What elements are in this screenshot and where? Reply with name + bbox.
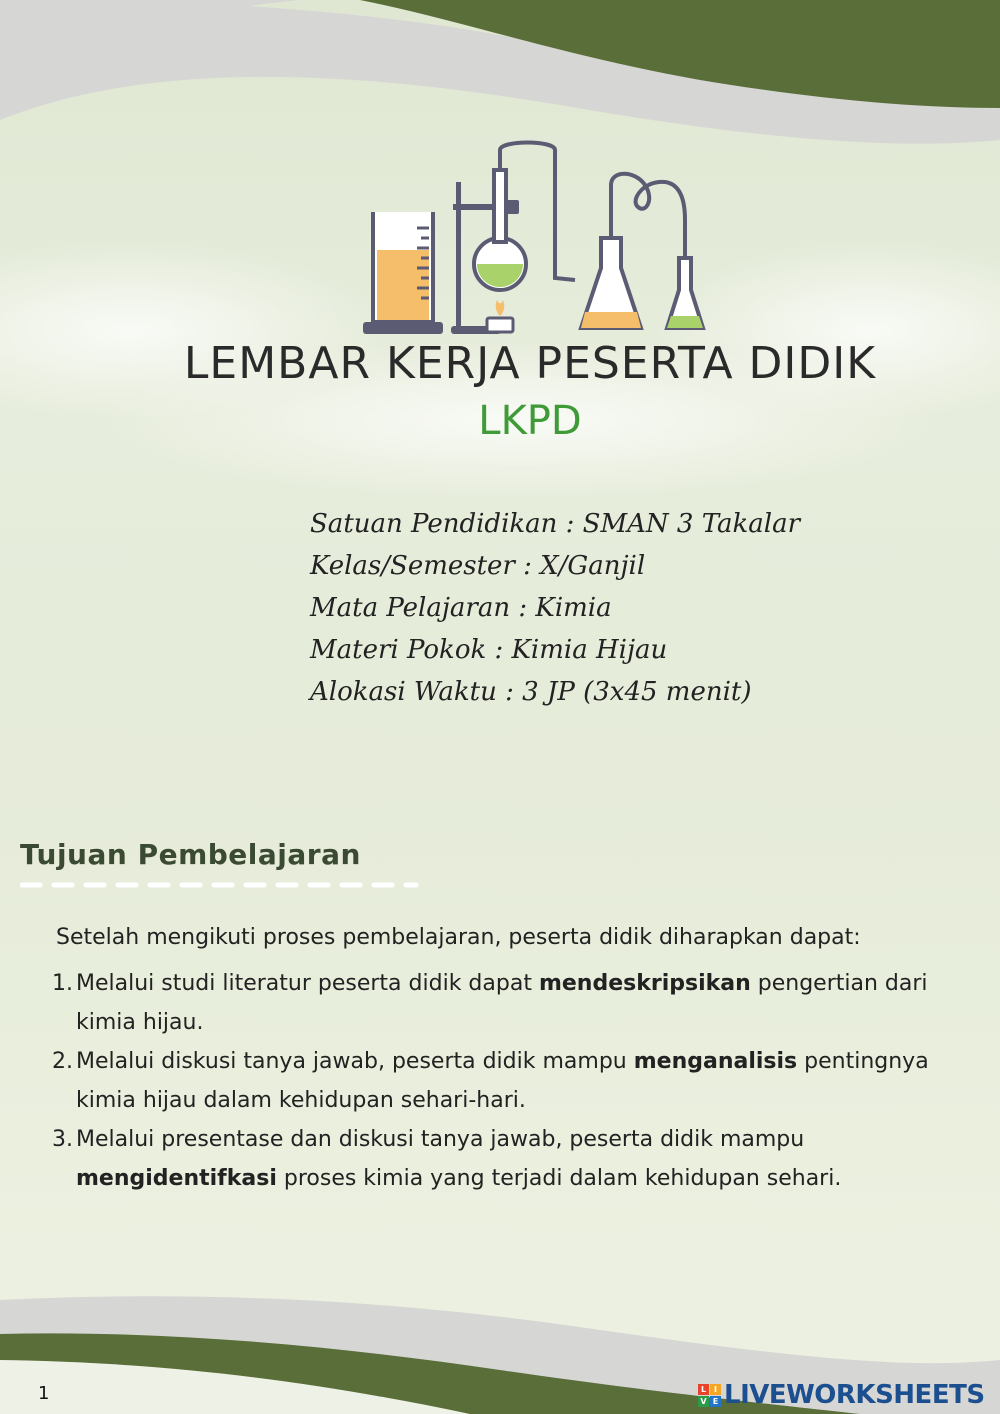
liveworksheets-logo-icon: L I V E [698, 1384, 721, 1407]
laboratory-glassware-icon [355, 140, 715, 340]
objective-number: 1. [52, 971, 73, 996]
brand-name: LIVEWORKSHEETS [724, 1380, 985, 1410]
objective-number: 2. [52, 1049, 73, 1074]
objective-text: Melalui diskusi tanya jawab, peserta didik mampu [76, 1049, 634, 1074]
info-item-class: Kelas/Semester : X/Ganjil [310, 551, 646, 581]
objective-text: Melalui presentase dan diskusi tanya jawab, peserta didik mampu [76, 1127, 805, 1152]
info-item-time: Alokasi Waktu : 3 JP (3x45 menit) [310, 677, 752, 707]
objective-item [52, 1042, 952, 1120]
objective-text: pengertian dari kimia hijau. [76, 971, 928, 1035]
info-item-topic: Materi Pokok : Kimia Hijau [310, 635, 668, 665]
objectives-intro: Setelah mengikuti proses pembelajaran, peserta didik diharapkan dapat: [56, 925, 861, 950]
objective-text: proses kimia yang terjadi dalam kehidupan sehari. [276, 1166, 842, 1191]
objective-item [52, 1120, 952, 1198]
info-item-school: Satuan Pendidikan : SMAN 3 Takalar [310, 509, 801, 539]
info-list [310, 503, 800, 713]
objective-keyword: menganalisis [633, 1049, 798, 1074]
page-number: 1 [38, 1383, 50, 1404]
section-underline [20, 880, 420, 890]
info-item-subject: Mata Pelajaran : Kimia [310, 593, 612, 623]
objective-keyword: mendeskripsikan [538, 971, 751, 996]
page-subtitle: LKPD [478, 398, 582, 444]
objective-keyword: mengidentifkasi [76, 1166, 277, 1191]
page-title: LEMBAR KERJA PESERTA DIDIK [183, 338, 877, 389]
section-title: Tujuan Pembelajaran [20, 838, 361, 871]
liveworksheets-link[interactable] [698, 1380, 985, 1410]
objective-item [52, 964, 952, 1042]
objective-text: pentingnya kimia hijau dalam kehidupan sehari-hari. [76, 1049, 929, 1113]
objectives-list [52, 964, 952, 1198]
objective-text: Melalui studi literatur peserta didik dapat [76, 971, 539, 996]
objective-number: 3. [52, 1127, 73, 1152]
